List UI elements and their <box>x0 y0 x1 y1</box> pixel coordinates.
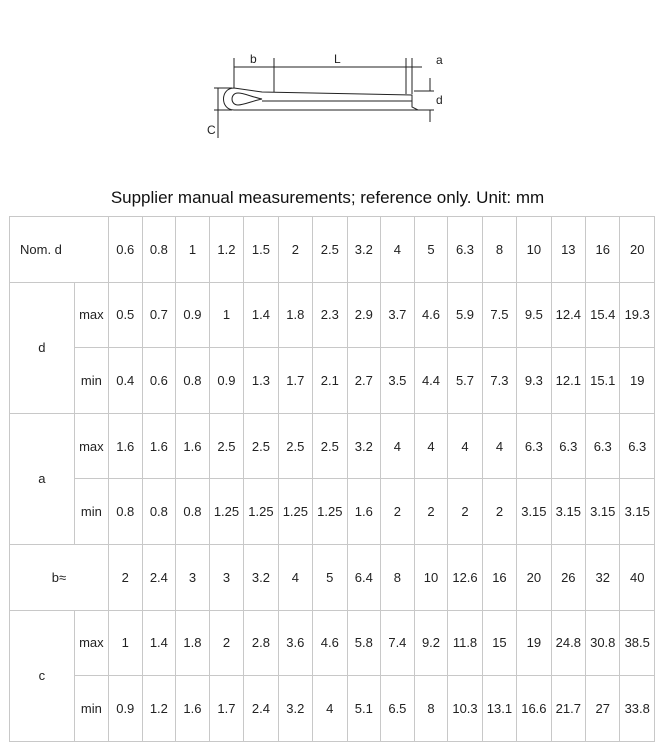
value-cell: 1.8 <box>278 282 312 348</box>
nominal-size-cell: 8 <box>482 217 516 283</box>
value-cell: 0.8 <box>176 479 210 545</box>
value-cell: 1.8 <box>176 610 210 676</box>
value-cell: 3.15 <box>517 479 551 545</box>
value-cell: 3.15 <box>586 479 620 545</box>
value-cell: 1.7 <box>209 676 243 742</box>
value-cell: 3.2 <box>278 676 312 742</box>
nominal-size-cell: 6.3 <box>448 217 482 283</box>
value-cell: 2.9 <box>347 282 381 348</box>
nominal-size-cell: 1.2 <box>209 217 243 283</box>
cotter-pin-diagram <box>200 48 460 144</box>
value-cell: 1.6 <box>347 479 381 545</box>
value-cell: 1.25 <box>278 479 312 545</box>
value-cell: 5 <box>313 544 347 610</box>
value-cell: 4 <box>381 413 415 479</box>
nominal-size-cell: 1.5 <box>244 217 278 283</box>
value-cell: 7.5 <box>482 282 516 348</box>
value-cell: 1.25 <box>209 479 243 545</box>
value-cell: 15 <box>482 610 516 676</box>
param-label: c <box>10 610 75 741</box>
value-cell: 3.15 <box>620 479 655 545</box>
value-cell: 1.25 <box>244 479 278 545</box>
value-cell: 2 <box>482 479 516 545</box>
value-cell: 2.5 <box>244 413 278 479</box>
diagram-label-d: d <box>436 93 443 107</box>
value-cell: 5.8 <box>347 610 381 676</box>
value-cell: 1.7 <box>278 348 312 414</box>
diagram-label-c: C <box>207 123 216 137</box>
value-cell: 7.4 <box>381 610 415 676</box>
value-cell: 12.4 <box>551 282 585 348</box>
cotter-pin-spec-table <box>9 216 655 742</box>
value-cell: 11.8 <box>448 610 482 676</box>
nominal-header-label: Nom. d <box>10 217 109 283</box>
value-cell: 5.7 <box>448 348 482 414</box>
value-cell: 7.3 <box>482 348 516 414</box>
value-cell: 12.1 <box>551 348 585 414</box>
value-cell: 6.3 <box>620 413 655 479</box>
diagram-label-a: a <box>436 53 443 67</box>
value-cell: 19.3 <box>620 282 655 348</box>
nominal-size-cell: 0.8 <box>142 217 176 283</box>
table-row <box>10 544 655 610</box>
value-cell: 0.8 <box>176 348 210 414</box>
value-cell: 2 <box>381 479 415 545</box>
value-cell: 0.8 <box>108 479 142 545</box>
value-cell: 20 <box>517 544 551 610</box>
value-cell: 4.6 <box>313 610 347 676</box>
value-cell: 8 <box>414 676 448 742</box>
limit-label: min <box>74 348 108 414</box>
value-cell: 38.5 <box>620 610 655 676</box>
value-cell: 6.3 <box>551 413 585 479</box>
table-row-nominal <box>10 217 655 283</box>
table-row <box>10 676 655 742</box>
nominal-size-cell: 16 <box>586 217 620 283</box>
param-label: a <box>10 413 75 544</box>
value-cell: 13.1 <box>482 676 516 742</box>
value-cell: 6.3 <box>517 413 551 479</box>
value-cell: 1.25 <box>313 479 347 545</box>
value-cell: 2.5 <box>209 413 243 479</box>
value-cell: 21.7 <box>551 676 585 742</box>
value-cell: 2.3 <box>313 282 347 348</box>
nominal-size-cell: 5 <box>414 217 448 283</box>
value-cell: 3.2 <box>347 413 381 479</box>
value-cell: 4.6 <box>414 282 448 348</box>
value-cell: 32 <box>586 544 620 610</box>
value-cell: 2.4 <box>244 676 278 742</box>
value-cell: 15.4 <box>586 282 620 348</box>
value-cell: 1.6 <box>108 413 142 479</box>
pin-eye <box>232 93 262 105</box>
nominal-size-cell: 0.6 <box>108 217 142 283</box>
value-cell: 2.5 <box>313 413 347 479</box>
value-cell: 5.9 <box>448 282 482 348</box>
table-row <box>10 348 655 414</box>
value-cell: 1.2 <box>142 676 176 742</box>
table-row <box>10 282 655 348</box>
value-cell: 3.7 <box>381 282 415 348</box>
value-cell: 0.8 <box>142 479 176 545</box>
value-cell: 0.9 <box>108 676 142 742</box>
value-cell: 10.3 <box>448 676 482 742</box>
table-caption: Supplier manual measurements; reference only. Unit: mm <box>110 188 545 207</box>
value-cell: 2.1 <box>313 348 347 414</box>
value-cell: 12.6 <box>448 544 482 610</box>
value-cell: 8 <box>381 544 415 610</box>
value-cell: 0.9 <box>176 282 210 348</box>
value-cell: 1.6 <box>142 413 176 479</box>
limit-label: min <box>74 479 108 545</box>
nominal-size-cell: 3.2 <box>347 217 381 283</box>
value-cell: 4 <box>482 413 516 479</box>
value-cell: 2.8 <box>244 610 278 676</box>
value-cell: 9.2 <box>414 610 448 676</box>
value-cell: 40 <box>620 544 655 610</box>
value-cell: 9.5 <box>517 282 551 348</box>
value-cell: 3 <box>209 544 243 610</box>
value-cell: 1.4 <box>244 282 278 348</box>
table-row <box>10 479 655 545</box>
value-cell: 2 <box>448 479 482 545</box>
value-cell: 16.6 <box>517 676 551 742</box>
value-cell: 4 <box>448 413 482 479</box>
value-cell: 0.5 <box>108 282 142 348</box>
value-cell: 0.7 <box>142 282 176 348</box>
value-cell: 4 <box>414 413 448 479</box>
value-cell: 15.1 <box>586 348 620 414</box>
value-cell: 33.8 <box>620 676 655 742</box>
value-cell: 6.3 <box>586 413 620 479</box>
value-cell: 26 <box>551 544 585 610</box>
param-label: d <box>10 282 75 413</box>
pin-outline <box>224 88 419 110</box>
param-label: b≈ <box>10 544 109 610</box>
value-cell: 2.7 <box>347 348 381 414</box>
value-cell: 3.15 <box>551 479 585 545</box>
limit-label: min <box>74 676 108 742</box>
nominal-size-cell: 20 <box>620 217 655 283</box>
value-cell: 2 <box>209 610 243 676</box>
value-cell: 1.6 <box>176 676 210 742</box>
value-cell: 9.3 <box>517 348 551 414</box>
value-cell: 6.5 <box>381 676 415 742</box>
table-row <box>10 413 655 479</box>
value-cell: 19 <box>517 610 551 676</box>
value-cell: 6.4 <box>347 544 381 610</box>
value-cell: 0.9 <box>209 348 243 414</box>
limit-label: max <box>74 282 108 348</box>
value-cell: 4 <box>313 676 347 742</box>
value-cell: 2.5 <box>278 413 312 479</box>
value-cell: 1.6 <box>176 413 210 479</box>
table-row <box>10 610 655 676</box>
value-cell: 2.4 <box>142 544 176 610</box>
value-cell: 1 <box>108 610 142 676</box>
value-cell: 3 <box>176 544 210 610</box>
nominal-size-cell: 2 <box>278 217 312 283</box>
value-cell: 10 <box>414 544 448 610</box>
value-cell: 2 <box>414 479 448 545</box>
diagram-label-b: b <box>250 52 257 66</box>
value-cell: 30.8 <box>586 610 620 676</box>
nominal-size-cell: 10 <box>517 217 551 283</box>
nominal-size-cell: 13 <box>551 217 585 283</box>
limit-label: max <box>74 610 108 676</box>
diagram-label-L: L <box>334 52 341 66</box>
value-cell: 24.8 <box>551 610 585 676</box>
value-cell: 4.4 <box>414 348 448 414</box>
nominal-size-cell: 4 <box>381 217 415 283</box>
value-cell: 2 <box>108 544 142 610</box>
value-cell: 19 <box>620 348 655 414</box>
value-cell: 3.6 <box>278 610 312 676</box>
value-cell: 0.6 <box>142 348 176 414</box>
value-cell: 16 <box>482 544 516 610</box>
nominal-size-cell: 2.5 <box>313 217 347 283</box>
value-cell: 1 <box>209 282 243 348</box>
value-cell: 1.4 <box>142 610 176 676</box>
nominal-size-cell: 1 <box>176 217 210 283</box>
limit-label: max <box>74 413 108 479</box>
value-cell: 27 <box>586 676 620 742</box>
value-cell: 3.2 <box>244 544 278 610</box>
value-cell: 3.5 <box>381 348 415 414</box>
value-cell: 1.3 <box>244 348 278 414</box>
value-cell: 0.4 <box>108 348 142 414</box>
value-cell: 5.1 <box>347 676 381 742</box>
value-cell: 4 <box>278 544 312 610</box>
